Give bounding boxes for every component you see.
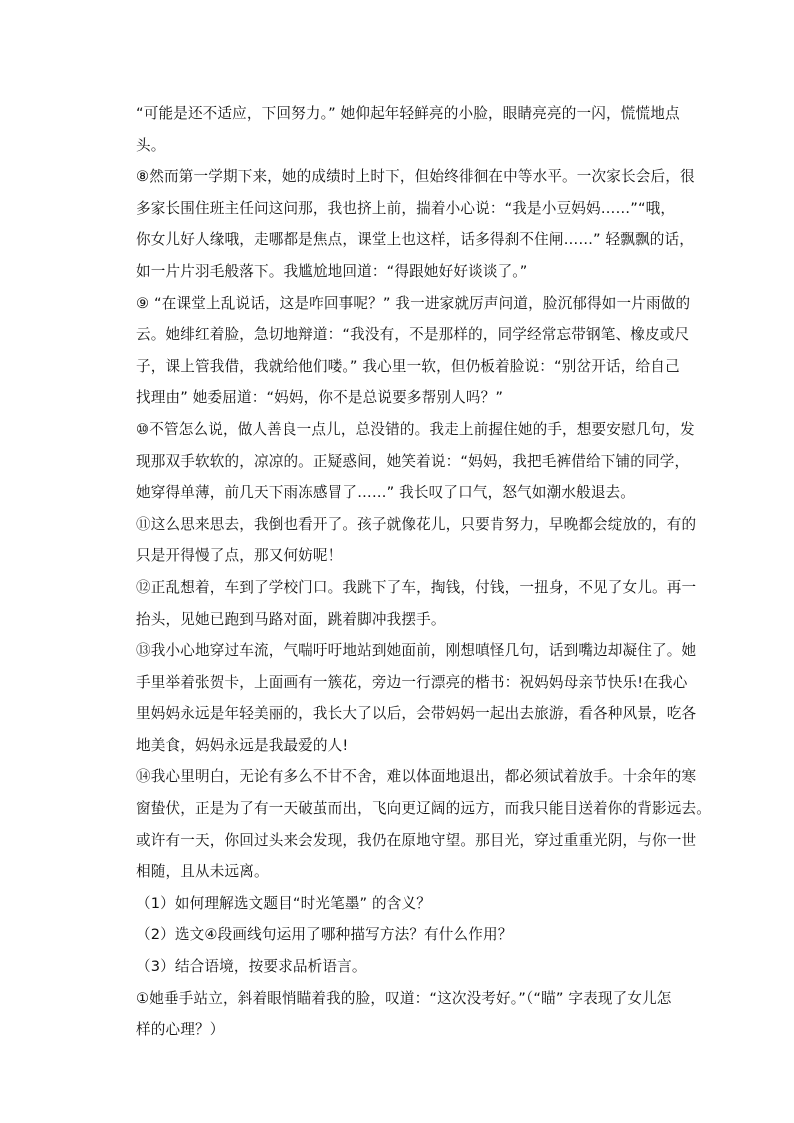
text-line: 样的心理？） (136, 1021, 225, 1039)
text-line: ⑫正乱想着，车到了学校门口。我跳下了车，掏钱，付钱，一扭身，不见了女儿。再一 (136, 578, 697, 596)
text-line: 多家长围住班主任问这问那，我也挤上前，揣着小心说：“我是小豆妈妈……”“哦， (136, 199, 676, 217)
text-line: ⑧然而第一学期下来，她的成绩时上时下，但始终徘徊在中等水平。一次家长会后，很 (136, 168, 695, 186)
text-line: 只是开得慢了点，那又何妨呢！ (136, 547, 343, 565)
text-line: 手里举着张贺卡，上面画有一簇花，旁边一行漂亮的楷书：祝妈妈母亲节快乐!在我心 (136, 673, 688, 691)
text-line: 现那双手软软的，凉凉的。正疑惑间，她笑着说：“妈妈，我把毛裤借给下铺的同学， (136, 452, 690, 470)
text-line: ⑩不管怎么说，做人善良一点儿，总没错的。我走上前握住她的手，想要安慰几句，发 (136, 420, 695, 438)
text-line: 如一片片羽毛般落下。我尴尬地回道：“得跟她好好谈谈了。” (136, 262, 528, 280)
text-line: ⑨ “在课堂上乱说话，这是咋回事呢？” 我一进家就厉声问道，脸沉郁得如一片雨做的 (136, 294, 691, 312)
text-line: （3）结合语境，按要求品析语言。 (136, 958, 367, 976)
text-line: ⑭我心里明白，无论有多么不甘不舍，难以体面地退出，都必须试着放手。十余年的寒 (136, 768, 697, 786)
text-line: “可能是还不适应，下回努力。” 她仰起年轻鲜亮的小脸，眼睛亮亮的一闪，慌慌地点 (136, 105, 680, 122)
text-line: 抬头，见她已跑到马路对面，跳着脚冲我摆手。 (136, 610, 446, 628)
text-line: （1）如何理解选文题目“时光笔墨” 的含义？ (136, 894, 432, 912)
text-line: 她穿得单薄，前几天下雨冻感冒了……” 我长叹了口气，怒气如潮水般退去。 (136, 484, 636, 502)
text-line: 里妈妈永远是年轻美丽的，我长大了以后，会带妈妈一起出去旅游，看各种风景，吃各 (136, 705, 697, 723)
text-line: 找理由” 她委屈道：“妈妈，你不是总说要多帮别人吗？” (136, 389, 504, 407)
text-line: 云。她绯红着脸，急切地辩道：“我没有，不是那样的，同学经常忘带钢笔、橡皮或尺 (136, 326, 690, 344)
text-line: 头。 (136, 136, 166, 154)
text-line: 地美食，妈妈永远是我最爱的人! (136, 736, 349, 754)
text-line: 子，课上管我借，我就给他们喽。” 我心里一软，但仍板着脸说：“别岔开话，给自己 (136, 357, 680, 375)
text-line: （2）选文④段画线句运用了哪种描写方法？有什么作用？ (136, 926, 513, 944)
text-line: 相随，且从未远离。 (136, 863, 269, 881)
text-line: ⑪这么思来思去，我倒也看开了。孩子就像花儿，只要肯努力，早晚都会绽放的，有的 (136, 515, 697, 533)
text-line: ①她垂手站立，斜着眼悄瞄着我的脸，叹道：“这次没考好。”（“瞄” 字表现了女儿怎 (136, 989, 672, 1007)
text-line: 你女儿好人缘哦，走哪都是焦点，课堂上也这样，话多得刹不住闸……” 轻飘飘的话， (136, 231, 695, 249)
document-body (136, 98, 712, 1046)
text-line: 窗蛰伏，正是为了有一天破茧而出，飞向更辽阔的远方，而我只能目送着你的背影远去。 (136, 800, 712, 818)
text-line: ⑬我小心地穿过车流，气喘吁吁地站到她面前，刚想嗔怪几句，话到嘴边却凝住了。她 (136, 642, 697, 660)
text-line: 或许有一天，你回过头来会发现，我仍在原地守望。那目光，穿过重重光阴，与你一世 (136, 831, 697, 849)
